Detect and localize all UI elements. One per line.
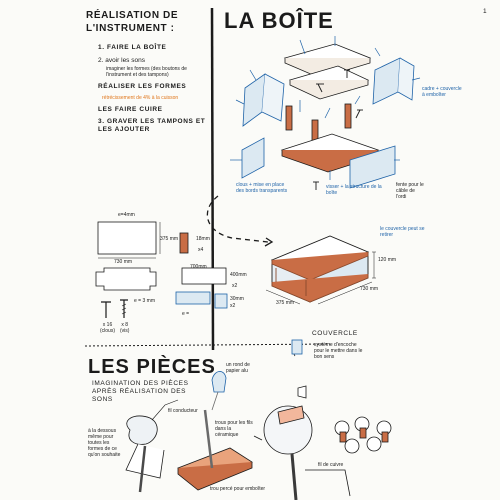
assembly-arrow [207,196,268,242]
step-bake: LES FAIRE CUIRE [98,106,163,114]
screw-qty-screws [120,322,129,334]
couvercle-sub: système d'encoche pour le mettre dans le bon sens [314,342,363,360]
step-2-sub: imaginer les formes (des boutons de l'instrument et des tampons) [106,66,187,79]
dim-375: 375 mm [160,236,179,242]
dim-width: 730 mm [360,286,379,292]
screw-qty-nails [100,322,115,334]
screws-label: (vis) [120,328,130,334]
note-cadre: cadre + couvercle à emboîter [422,86,462,98]
dim-730: 730 mm [114,259,133,265]
column-divider [212,8,213,350]
step-shapes: RÉALISER LES FORMES [98,83,187,91]
note-trous: trous pour les fils dans la céramique [215,420,253,438]
assembled-box [266,236,379,304]
dim-e3: e = 3 mm [134,298,155,304]
dim-400: 400mm [230,272,247,278]
note-fils: fil conducteur [168,408,198,414]
nails-qty: x 16 [102,322,113,328]
step-2: 2. avoir les sons [98,57,145,65]
note-percer: trou percé pour emboîter [210,486,266,492]
nails-label: (clous) [100,328,116,334]
dim-x4: x4 [198,247,204,253]
note-clous: clous + mise en place des bords transparents [236,182,288,194]
pieces-subtitle: IMAGINATION DES PIÈCES APRÈS RÉALISATION DES SONS [92,380,189,404]
note-fil-cuivre: fil de cuivre [318,462,344,468]
note-result: le couvercle peut se retirer [380,226,425,238]
couvercle-title: COUVERCLE [312,330,358,337]
dim-18: 18mm [196,236,210,242]
dim-thickness: e=4mm [118,212,135,218]
note-dessous: à la dessous même pour toutes les formes de ce qu'on souhaite [88,428,121,458]
dim-e: e = [182,311,190,317]
step-3: 3. GRAVER LES TAMPONS ET LES AJOUTER [98,117,206,133]
screws-qty: x 8 [121,322,129,328]
note-vis: visser + la structure de la boîte [326,184,382,196]
realisation-steps [98,44,210,134]
boite-title: LA BOÎTE [224,8,334,33]
note-rond: un rond de papier alu [226,362,250,374]
exploded-box [230,36,420,190]
dim-30: 30mm [230,296,244,302]
page-number: 1 [483,8,487,15]
dim-700: 700mm [190,264,207,270]
realisation-title: RÉALISATION DE L'INSTRUMENT : [86,10,179,34]
dim-height: 120 mm [378,257,397,263]
note-fente: fente pour le câble de l'ordi [396,182,424,200]
step-1: 1. FAIRE LA BOÎTE [98,44,167,51]
pieces-title: LES PIÈCES [88,356,216,378]
dim-x2-a: x2 [232,283,238,289]
shrink-warning: rétrécissement de 4% à la cuisson [102,95,179,102]
dim-x2-b: x2 [230,303,236,309]
dim-depth: 375 mm [276,300,295,306]
